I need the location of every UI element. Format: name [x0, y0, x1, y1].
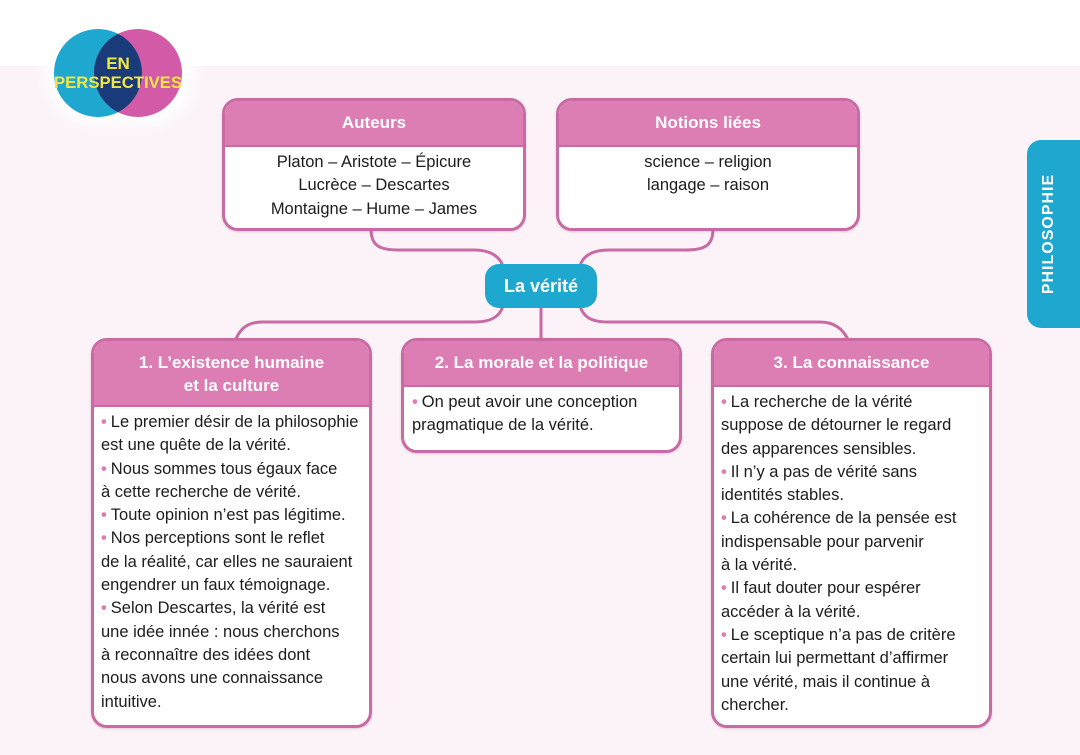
- bullet-text: certain lui permettant d’affirmer: [721, 649, 949, 668]
- section-tab-philosophy: [1027, 140, 1080, 328]
- en-perspectives-logo: [40, 18, 200, 128]
- bullet-text: suppose de détourner le regard: [721, 416, 952, 435]
- bullet-item: [721, 577, 983, 624]
- theme-box-title: 3. La connaissance: [714, 341, 989, 387]
- authors-line: Montaigne – Hume – James: [270, 199, 478, 218]
- theme-box-knowledge: [711, 338, 992, 728]
- bullet-text: identités stables.: [721, 486, 844, 505]
- bullet-text: accéder à la vérité.: [721, 602, 861, 621]
- related-notions-list: [559, 147, 857, 198]
- bullet-text: Il n’y a pas de vérité sans: [730, 462, 917, 481]
- related-notions-box: [556, 98, 860, 231]
- bullet-dot-icon: •: [721, 393, 727, 411]
- bullet-text: Nos perceptions sont le reflet: [110, 529, 325, 548]
- bullet-text: à reconnaître des idées dont: [101, 645, 311, 664]
- theme-title-line: 1. L’existence humaine: [138, 353, 325, 372]
- bullet-text: On peut avoir une conception: [421, 393, 638, 411]
- section-tab-label-wrap: [1027, 140, 1071, 328]
- authors-box: [222, 98, 526, 231]
- bullet-text: une vérité, mais il continue à: [721, 672, 931, 691]
- theme-box-title: 2. La morale et la politique: [404, 341, 679, 387]
- authors-line: Platon – Aristote – Épicure: [276, 153, 472, 171]
- bullet-text: de la réalité, car elles ne sauraient: [101, 552, 353, 571]
- bullet-item: [101, 411, 363, 458]
- bullet-text: intuitive.: [101, 692, 162, 711]
- bullet-dot-icon: •: [721, 509, 727, 528]
- theme-bullet-list: [94, 407, 369, 714]
- bullet-dot-icon: •: [721, 625, 727, 644]
- bullet-item: [101, 458, 363, 505]
- bullet-text: nous avons une connaissance: [101, 669, 323, 688]
- bullet-text: est une quête de la vérité.: [101, 436, 291, 455]
- notion-line: langage – raison: [646, 176, 769, 195]
- section-tab-label: PHILOSOPHIE: [1040, 173, 1058, 295]
- bullet-dot-icon: •: [101, 599, 107, 618]
- bullet-item: [721, 507, 983, 577]
- theme-bullet-list: [404, 387, 679, 438]
- logo-text-en: EN: [106, 54, 130, 73]
- bullet-dot-icon: •: [101, 506, 107, 525]
- bullet-text: indispensable pour parvenir: [721, 532, 924, 551]
- authors-line: Lucrèce – Descartes: [298, 176, 450, 195]
- bullet-text: à cette recherche de vérité.: [101, 482, 301, 501]
- bullet-item: [412, 391, 673, 438]
- bullet-dot-icon: •: [101, 413, 107, 431]
- bullet-text: Toute opinion n’est pas légitime.: [110, 506, 346, 525]
- root-node-label: La vérité: [503, 275, 579, 296]
- bullet-text: chercher.: [721, 695, 789, 714]
- bullet-dot-icon: •: [101, 459, 107, 478]
- bullet-text: Le premier désir de la philosophie: [110, 413, 359, 431]
- bullet-text: pragmatique de la vérité.: [412, 416, 594, 435]
- theme-box-human-existence: [91, 338, 372, 728]
- theme-box-morality-politics: [401, 338, 682, 453]
- bullet-text: Nous sommes tous égaux face: [110, 459, 338, 478]
- bullet-text: des apparences sensibles.: [721, 439, 917, 458]
- bullet-item: [101, 597, 363, 713]
- theme-title-line: et la culture: [183, 376, 280, 395]
- bullet-dot-icon: •: [101, 529, 107, 548]
- bullet-text: Selon Descartes, la vérité est: [110, 599, 326, 618]
- bullet-text: La recherche de la vérité: [730, 393, 913, 411]
- bullet-item: [721, 461, 983, 508]
- related-notions-box-title: Notions liées: [559, 101, 857, 147]
- bullet-item: [101, 504, 363, 527]
- root-node-truth: [485, 264, 597, 308]
- logo-text-perspectives: PERSPECTIVES: [54, 73, 182, 92]
- logo-circles-icon: [40, 18, 200, 128]
- bullet-item: [721, 624, 983, 717]
- bullet-item: [721, 391, 983, 461]
- authors-list: [225, 147, 523, 221]
- bullet-item: [101, 527, 363, 597]
- bullet-text: Il faut douter pour espérer: [730, 579, 921, 598]
- authors-box-title: Auteurs: [225, 101, 523, 147]
- bullet-text: Le sceptique n’a pas de critère: [730, 625, 956, 644]
- bullet-text: La cohérence de la pensée est: [730, 509, 957, 528]
- bullet-dot-icon: •: [721, 579, 727, 598]
- bullet-text: une idée innée : nous cherchons: [101, 622, 340, 641]
- bullet-dot-icon: •: [721, 462, 727, 481]
- theme-box-title: [94, 341, 369, 407]
- bullet-text: engendrer un faux témoignage.: [101, 576, 331, 595]
- theme-bullet-list: [714, 387, 989, 717]
- bullet-text: à la vérité.: [721, 556, 798, 575]
- bullet-dot-icon: •: [412, 393, 418, 411]
- notion-line: science – religion: [644, 153, 772, 171]
